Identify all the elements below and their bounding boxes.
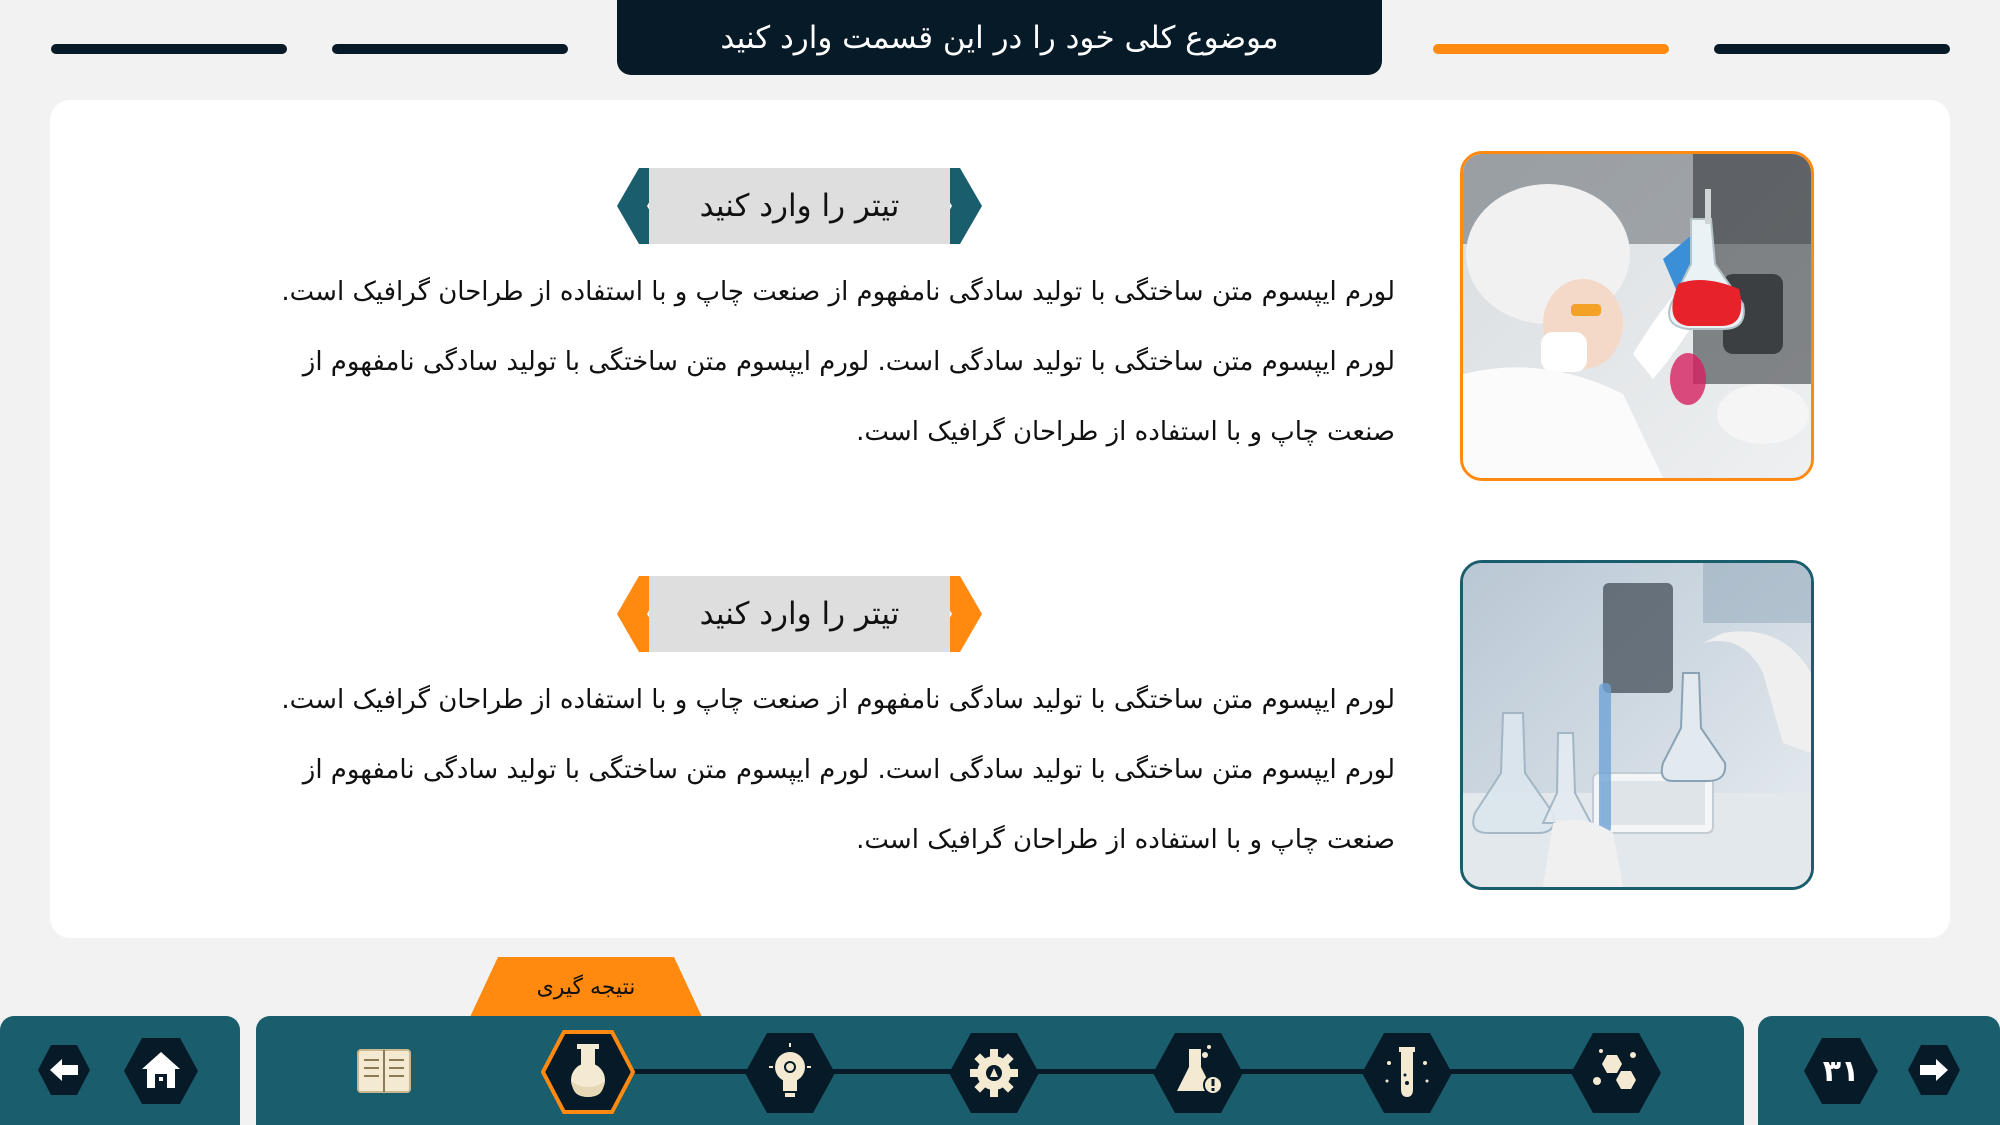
back-button[interactable] (38, 1045, 90, 1095)
active-tab-label: نتیجه گیری (536, 974, 636, 1000)
progress-bar-1 (51, 44, 287, 54)
book-icon[interactable] (354, 1042, 414, 1100)
section-1-title: تیتر را وارد کنید (649, 168, 950, 244)
paragraph-line: صنعت چاپ و با استفاده از طراحان گرافیک است. (856, 417, 1395, 447)
section-2-paragraph (190, 665, 1395, 875)
paragraph-line: صنعت چاپ و با استفاده از طراحان گرافیک است. (856, 825, 1395, 855)
molecules-icon[interactable] (1571, 1033, 1661, 1113)
progress-bar-2 (332, 44, 568, 54)
gear-icon[interactable] (949, 1033, 1039, 1113)
paragraph-line: لورم ایپسوم متن ساختگی با تولید سادگی است. لورم ایپسوم متن ساختگی با تولید سادگی نامفهوم از (302, 755, 1395, 785)
page-number: ۳۱ (1822, 1053, 1860, 1089)
scientist-photo (1460, 151, 1814, 481)
progress-bar-4 (1714, 44, 1950, 54)
home-button[interactable] (124, 1038, 198, 1104)
next-button[interactable] (1908, 1045, 1960, 1095)
page-number-badge (1804, 1038, 1878, 1104)
footer-left (0, 1016, 240, 1125)
paragraph-line: لورم ایپسوم متن ساختگی با تولید سادگی است. لورم ایپسوم متن ساختگی با تولید سادگی نامفهوم از (302, 347, 1395, 377)
progress-bar-3 (1433, 44, 1669, 54)
flask-icon[interactable] (541, 1030, 635, 1114)
section-1-paragraph (190, 257, 1395, 467)
section-2-title: تیتر را وارد کنید (649, 576, 950, 652)
footer-right (1758, 1016, 2000, 1125)
active-tab[interactable] (470, 957, 702, 1017)
chemistry-flask-icon[interactable] (1153, 1033, 1243, 1113)
section-2-title-banner (617, 576, 982, 652)
lightbulb-icon[interactable] (745, 1033, 835, 1113)
paragraph-line: لورم ایپسوم متن ساختگی با تولید سادگی نامفهوم از صنعت چاپ و با استفاده از طراحان گرافیک است. (281, 277, 1395, 307)
test-tube-icon[interactable] (1362, 1033, 1452, 1113)
section-1-title-banner (617, 168, 982, 244)
lab-glassware-photo (1460, 560, 1814, 890)
paragraph-line: لورم ایپسوم متن ساختگی با تولید سادگی نامفهوم از صنعت چاپ و با استفاده از طراحان گرافیک است. (281, 685, 1395, 715)
page-title: موضوع کلی خود را در این قسمت وارد کنید (617, 0, 1382, 75)
